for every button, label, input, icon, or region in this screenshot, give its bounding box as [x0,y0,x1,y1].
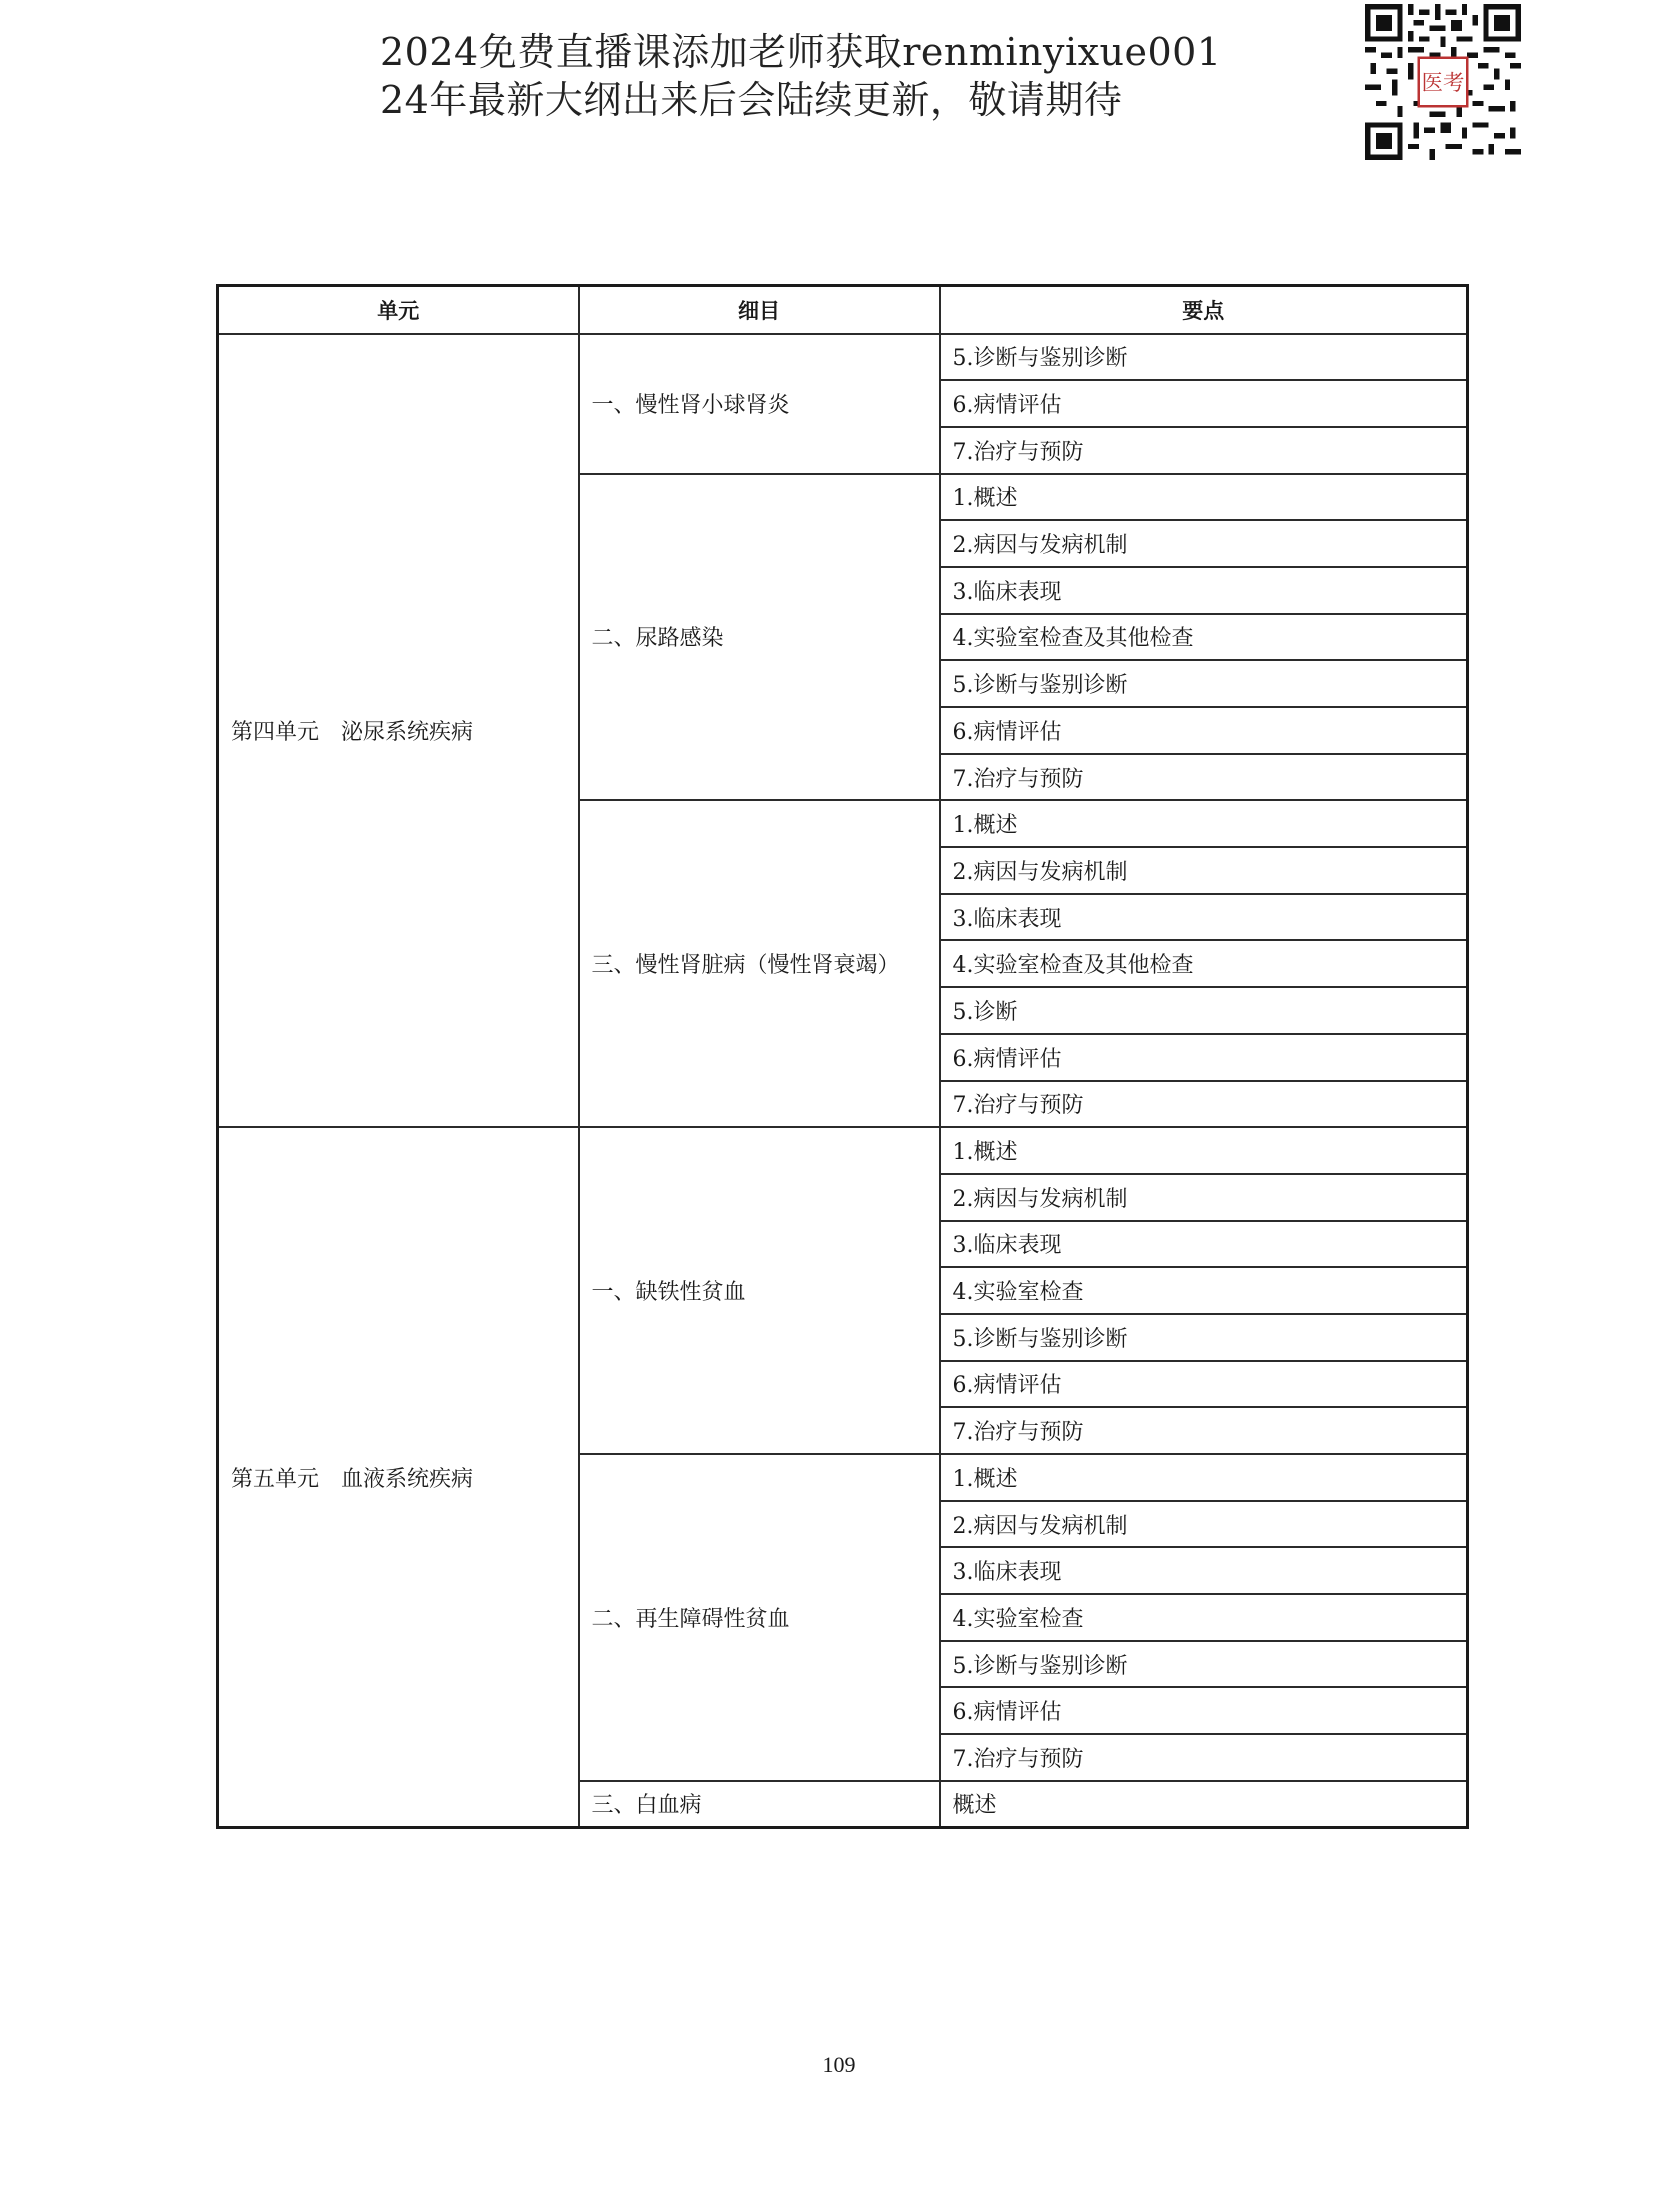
point-cell: 4.实验室检查 [940,1594,1468,1641]
unit-cell: 第五单元 血液系统疾病 [218,1127,579,1827]
syllabus-table [216,284,1469,1829]
point-cell: 7.治疗与预防 [940,1407,1468,1454]
item-cell: 一、慢性肾小球肾炎 [579,334,940,474]
column-header-points: 要点 [940,286,1468,334]
column-header-unit: 单元 [218,286,579,334]
point-cell: 5.诊断与鉴别诊断 [940,1314,1468,1361]
column-header-item: 细目 [579,286,940,334]
item-cell: 一、缺铁性贫血 [579,1127,940,1454]
page-number: 109 [822,2052,856,2077]
table-header-row [218,286,1468,334]
point-cell: 3.临床表现 [940,1547,1468,1594]
point-cell: 7.治疗与预防 [940,427,1468,474]
point-cell: 7.治疗与预防 [940,754,1468,801]
point-cell: 5.诊断与鉴别诊断 [940,660,1468,707]
point-cell: 6.病情评估 [940,1687,1468,1734]
point-cell: 6.病情评估 [940,1034,1468,1081]
point-cell: 2.病因与发病机制 [940,847,1468,894]
point-cell: 3.临床表现 [940,1221,1468,1268]
point-cell: 5.诊断与鉴别诊断 [940,1641,1468,1688]
table-row [218,334,1468,381]
point-cell: 6.病情评估 [940,707,1468,754]
point-cell: 3.临床表现 [940,567,1468,614]
item-cell: 二、再生障碍性贫血 [579,1454,940,1781]
qr-code-icon [1365,4,1521,160]
point-cell: 4.实验室检查 [940,1267,1468,1314]
point-cell: 4.实验室检查及其他检查 [940,940,1468,987]
header-line-2: 24年最新大纲出来后会陆续更新，敬请期待 [380,78,1123,122]
point-cell: 2.病因与发病机制 [940,1501,1468,1548]
item-cell: 三、白血病 [579,1781,940,1828]
point-cell: 5.诊断与鉴别诊断 [940,334,1468,381]
point-cell: 2.病因与发病机制 [940,1174,1468,1221]
page-header [380,28,1222,124]
item-cell: 三、慢性肾脏病（慢性肾衰竭） [579,800,940,1127]
point-cell: 7.治疗与预防 [940,1081,1468,1128]
point-cell: 6.病情评估 [940,1361,1468,1408]
qr-badge-label: 医考 [1421,71,1465,97]
table-body [218,334,1468,1828]
point-cell: 2.病因与发病机制 [940,520,1468,567]
point-cell: 3.临床表现 [940,894,1468,941]
point-cell: 概述 [940,1781,1468,1828]
point-cell: 6.病情评估 [940,380,1468,427]
point-cell: 7.治疗与预防 [940,1734,1468,1781]
point-cell: 1.概述 [940,474,1468,521]
unit-cell: 第四单元 泌尿系统疾病 [218,334,579,1128]
point-cell: 1.概述 [940,1454,1468,1501]
point-cell: 4.实验室检查及其他检查 [940,614,1468,661]
item-cell: 二、尿路感染 [579,474,940,801]
point-cell: 1.概述 [940,800,1468,847]
table-row [218,1127,1468,1174]
point-cell: 1.概述 [940,1127,1468,1174]
header-line-1: 2024免费直播课添加老师获取renminyixue001 [380,30,1222,74]
point-cell: 5.诊断 [940,987,1468,1034]
